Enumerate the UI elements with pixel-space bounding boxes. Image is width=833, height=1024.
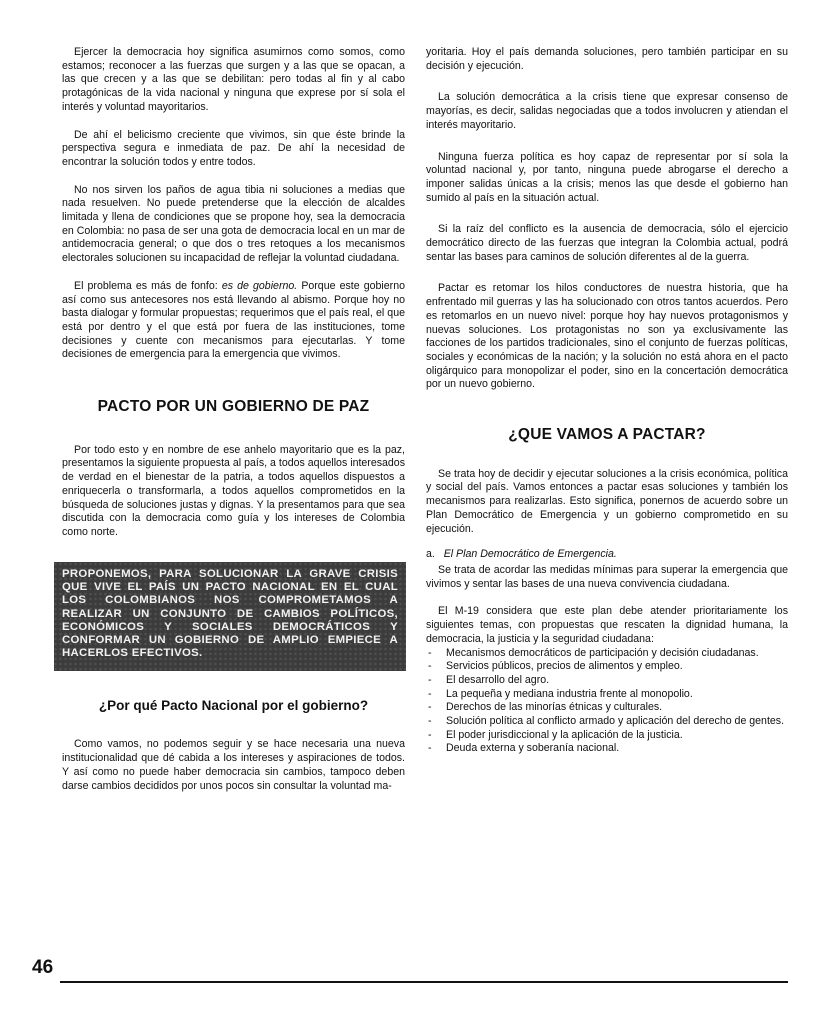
p4-emphasis: es de gobierno.: [221, 279, 298, 292]
topic-item: - Solución política al conflicto armado y aplicación del derecho de gentes.: [426, 715, 788, 729]
section-heading-que-vamos: ¿QUE VAMOS A PACTAR?: [508, 426, 706, 444]
left-paragraph-3: No nos sirven los paños de agua tibia ni soluciones a medias que nada resuelven. No puede pretenderse que la elección de alcaldes limitada y llena de condiciones que se propone hoy, sea la democracia en Colombia: no pasa de ser una gota de democracia local en un mar de antidemocracia general; o que dos o tres retoques a los mecanismos electorales solucionen su incapacidad de reflejar la voluntad ciudadana.: [62, 183, 405, 265]
p4-end: Porque este gobierno así como sus antecesores nos está llevando al abismo. Porque hoy no basta dialogar y formular propuestas; requerimos que el país real, el que está por dentro y el que está por fuera de las instituciones, tome decisiones y cuente con mecanismos para ejecutarlas. Y tome decisiones de emergencia para la emergencia que vivimos.: [62, 279, 405, 361]
footer-rule: [60, 981, 788, 983]
section-heading-pacto: PACTO POR UN GOBIERNO DE PAZ: [97, 398, 370, 416]
page-number: 46: [32, 957, 54, 978]
topic-item: - Derechos de las minorías étnicas y culturales.: [426, 701, 788, 715]
topic-item: - El poder jurisdiccional y la aplicación de la justicia.: [426, 729, 788, 743]
proposal-box: PROPONEMOS, PARA SOLUCIONAR LA GRAVE CRISIS QUE VIVE EL PAÍS UN PACTO NACIONAL EN EL CUAL LOS COLOMBIANOS NOS COMPROMETAMOS A REALIZAR UN CONJUNTO DE CAMBIOS POLÍTICOS, ECONÓMICOS Y SOCIALES DEMOCRÁTICOS Y CONFORMAR UN GOBIERNO DE AMPLIO EMPIECE A HACERLOS EFECTIVOS.: [54, 562, 406, 671]
subsection-title: El Plan Democrático de Emergencia.: [443, 548, 617, 561]
left-paragraph-4: [62, 280, 405, 362]
right-paragraph-4: Si la raíz del conflicto es la ausencia de democracia, sólo el ejercicio democrático directo de las fuerzas que integran la Colombia actual, podrá sentar las bases para caminos de solución diferentes al de la guerra.: [426, 223, 788, 263]
right-paragraph-8: El M-19 considera que este plan debe atender prioritariamente los siguientes temas, con propuestas que rescaten la dignidad humana, la democracia, la justicia y la seguridad ciudadana:: [426, 605, 788, 645]
topic-item: - Servicios públicos, precios de alimentos y empleo.: [426, 660, 788, 674]
right-paragraph-6: Se trata hoy de decidir y ejecutar soluciones a la crisis económica, política y social del país. Vamos entonces a pactar esas soluciones y también los mecanismos para realizarlas. Esto significa, ponernos de acuerdo sobre un Plan Democrático de Emergencia y un gobierno comprometido en su ejecución.: [426, 467, 788, 535]
right-paragraph-5: Pactar es retomar los hilos conductores de nuestra historia, que ha enfrentado mil guerras y las ha solucionado con otros tantos acuerdos. Pero es retomarlos en un nuevo nivel: porque hoy hay nuevos protagonismos y nuevas soluciones. Los protagonistas no son ya exclusivamente las facciones de los partidos tradicionales, sino el conjunto de fuerzas políticas, sociales y económicas de la nación; y la solución no está ahora en el pacto oligárquico para monopolizar el poder, sino en la concertación democrática por un nuevo gobierno.: [426, 282, 788, 391]
topics-list: [426, 647, 788, 757]
p4-start: El problema es más de fonfo:: [74, 279, 222, 292]
right-paragraph-7: Se trata de acordar las medidas mínimas para superar la emergencia que vivimos y sentar las bases de una nueva convivencia ciudadana.: [426, 563, 788, 590]
left-paragraph-1: Ejercer la democracia hoy significa asumirnos como somos, como estamos; reconocer a las fuerzas que surgen y a las que se opacan, a las que crecen y a las que se debilitan: pero todas al fin y al cabo protagónicas de la vida nacional y ninguna que exprese por sí sola el interés y voluntad mayoritarios.: [62, 46, 405, 113]
left-paragraph-5: Por todo esto y en nombre de ese anhelo mayoritario que es la paz, presentamos la siguiente propuesta al país, a todos aquellos interesados de verdad en el bienestar de la patria, a todos aquellos dispuestos a enriquecerla o transformarla, a todos aquellos comprometidos en la búsqueda de soluciones justas y dignas. Y la presentamos para que sea discutida con la democracia como guía y los intereses de Colombia como norte.: [62, 443, 405, 538]
right-paragraph-3: Ninguna fuerza política es hoy capaz de representar por sí sola la voluntad nacional y, por tanto, ninguna puede abrogarse el derecho a imponer salidas únicas a la crisis; menos las que desde el gobierno han sumido al país en la situación actual.: [426, 150, 788, 204]
topic-item: - La pequeña y mediana industria frente al monopolio.: [426, 688, 788, 702]
right-paragraph-2: La solución democrática a la crisis tiene que expresar consenso de mayorías, es decir, salidas negociadas que a todos involucren y atiendan el interés mayoritario.: [426, 91, 788, 131]
right-column: [426, 46, 788, 756]
left-paragraph-6: Como vamos, no podemos seguir y se hace necesaria una nueva institucionalidad que dé cabida a los intereses y aspiraciones de todos. Y así como no puede haber democracia sin cambios, tampoco deben darse cambios decididos por unos pocos sin consultar la voluntad ma-: [62, 738, 405, 792]
left-column: [62, 46, 405, 807]
topic-item: - Mecanismos democráticos de participación y decisión ciudadanas.: [426, 647, 788, 661]
topic-item: - Deuda externa y soberanía nacional.: [426, 742, 788, 756]
topic-item: - El desarrollo del agro.: [426, 674, 788, 688]
right-paragraph-1: yoritaria. Hoy el país demanda soluciones, pero también participar en su decisión y ejecución.: [426, 46, 788, 72]
section-heading-por-que: ¿Por qué Pacto Nacional por el gobierno?: [98, 697, 369, 713]
left-paragraph-2: De ahí el belicismo creciente que vivimos, sin que éste brinde la perspectiva segura e inmediata de paz. De ahí la necesidad de encontrar la solución todos y entre todos.: [62, 128, 405, 168]
subsection-letter: a.: [426, 548, 435, 561]
subsection-label: [426, 548, 788, 562]
